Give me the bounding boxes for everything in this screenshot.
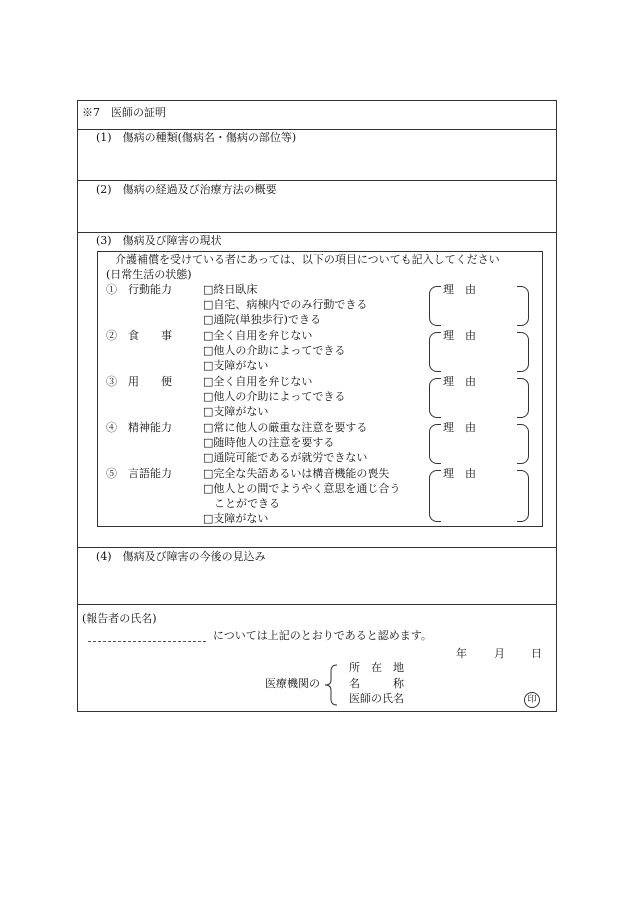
divider — [77, 547, 557, 548]
checkbox-option[interactable]: □他人との間でようやく意思を通じ合う — [203, 482, 401, 495]
reason-bracket-left — [429, 424, 441, 464]
section-1-injury-type: (1) 傷病の種類(傷病名・傷病の部位等) — [96, 131, 297, 144]
section-2-treatment-summary: (2) 傷病の経過及び治療方法の概要 — [96, 183, 277, 196]
address-label: 所 在 地 — [349, 661, 404, 674]
divider — [77, 232, 557, 233]
curly-brace-icon — [324, 664, 338, 706]
reason-bracket-left — [429, 378, 441, 418]
category-label: ① 行動能力 — [106, 283, 172, 296]
reason-label: 理 由 — [443, 375, 476, 388]
section-4-prognosis: (4) 傷病及び障害の今後の見込み — [96, 550, 266, 563]
checkbox-option[interactable]: □支障がない — [203, 512, 269, 525]
form-title: ※7 医師の証明 — [82, 106, 166, 119]
checkbox-option[interactable]: □常に他人の厳重な注意を要する — [203, 421, 368, 434]
category-label: ③ 用 便 — [106, 375, 172, 388]
care-note: 介護補償を受けている者にあっては、以下の項目についても記入してください — [115, 253, 500, 266]
checkbox-option[interactable]: □自宅、病棟内でのみ行動できる — [203, 298, 368, 311]
divider — [77, 129, 557, 130]
institution-name-label: 名 称 — [349, 677, 404, 690]
daily-life-subtitle: (日常生活の状態) — [106, 268, 192, 281]
month-label: 月 — [494, 647, 505, 660]
checkbox-option[interactable]: □他人の介助によってできる — [203, 344, 346, 357]
year-label: 年 — [456, 647, 467, 660]
reason-bracket-left — [429, 286, 441, 326]
day-label: 日 — [531, 647, 542, 660]
category-label: ② 食 事 — [106, 329, 172, 342]
reason-bracket-left — [429, 332, 441, 372]
reason-bracket-left — [429, 470, 441, 522]
checkbox-option[interactable]: □通院可能であるが就労できない — [203, 451, 368, 464]
reason-label: 理 由 — [443, 421, 476, 434]
reporter-label: (報告者の氏名) — [82, 612, 157, 625]
checkbox-option[interactable]: □支障がない — [203, 405, 269, 418]
divider — [77, 604, 557, 605]
certify-text: については上記のとおりであると認めます。 — [213, 629, 432, 642]
section-3-current-state: (3) 傷病及び障害の現状 — [96, 234, 222, 247]
checkbox-option[interactable]: □完全な失語あるいは構音機能の喪失 — [203, 467, 390, 480]
reporter-name-line[interactable] — [88, 641, 206, 642]
reason-bracket-right — [517, 332, 529, 372]
reason-bracket-right — [517, 424, 529, 464]
option-continuation: ことができる — [203, 497, 280, 510]
checkbox-option[interactable]: □随時他人の注意を要する — [203, 436, 335, 449]
doctor-name-label: 医師の氏名 — [349, 692, 404, 705]
checkbox-option[interactable]: □通院(単独歩行)できる — [203, 313, 321, 326]
reason-label: 理 由 — [443, 329, 476, 342]
category-label: ⑤ 言語能力 — [106, 467, 172, 480]
checkbox-option[interactable]: □終日臥床 — [203, 283, 258, 296]
checkbox-option[interactable]: □他人の介助によってできる — [203, 390, 346, 403]
seal-icon: 印 — [524, 692, 540, 708]
checkbox-option[interactable]: □全く自用を弁じない — [203, 329, 313, 342]
reason-bracket-right — [517, 470, 529, 522]
checkbox-option[interactable]: □支障がない — [203, 359, 269, 372]
institution-label: 医療機関の — [265, 677, 320, 690]
divider — [77, 180, 557, 181]
reason-bracket-right — [517, 378, 529, 418]
reason-bracket-right — [517, 286, 529, 326]
reason-label: 理 由 — [443, 467, 476, 480]
category-label: ④ 精神能力 — [106, 421, 172, 434]
reason-label: 理 由 — [443, 283, 476, 296]
checkbox-option[interactable]: □全く自用を弁じない — [203, 375, 313, 388]
